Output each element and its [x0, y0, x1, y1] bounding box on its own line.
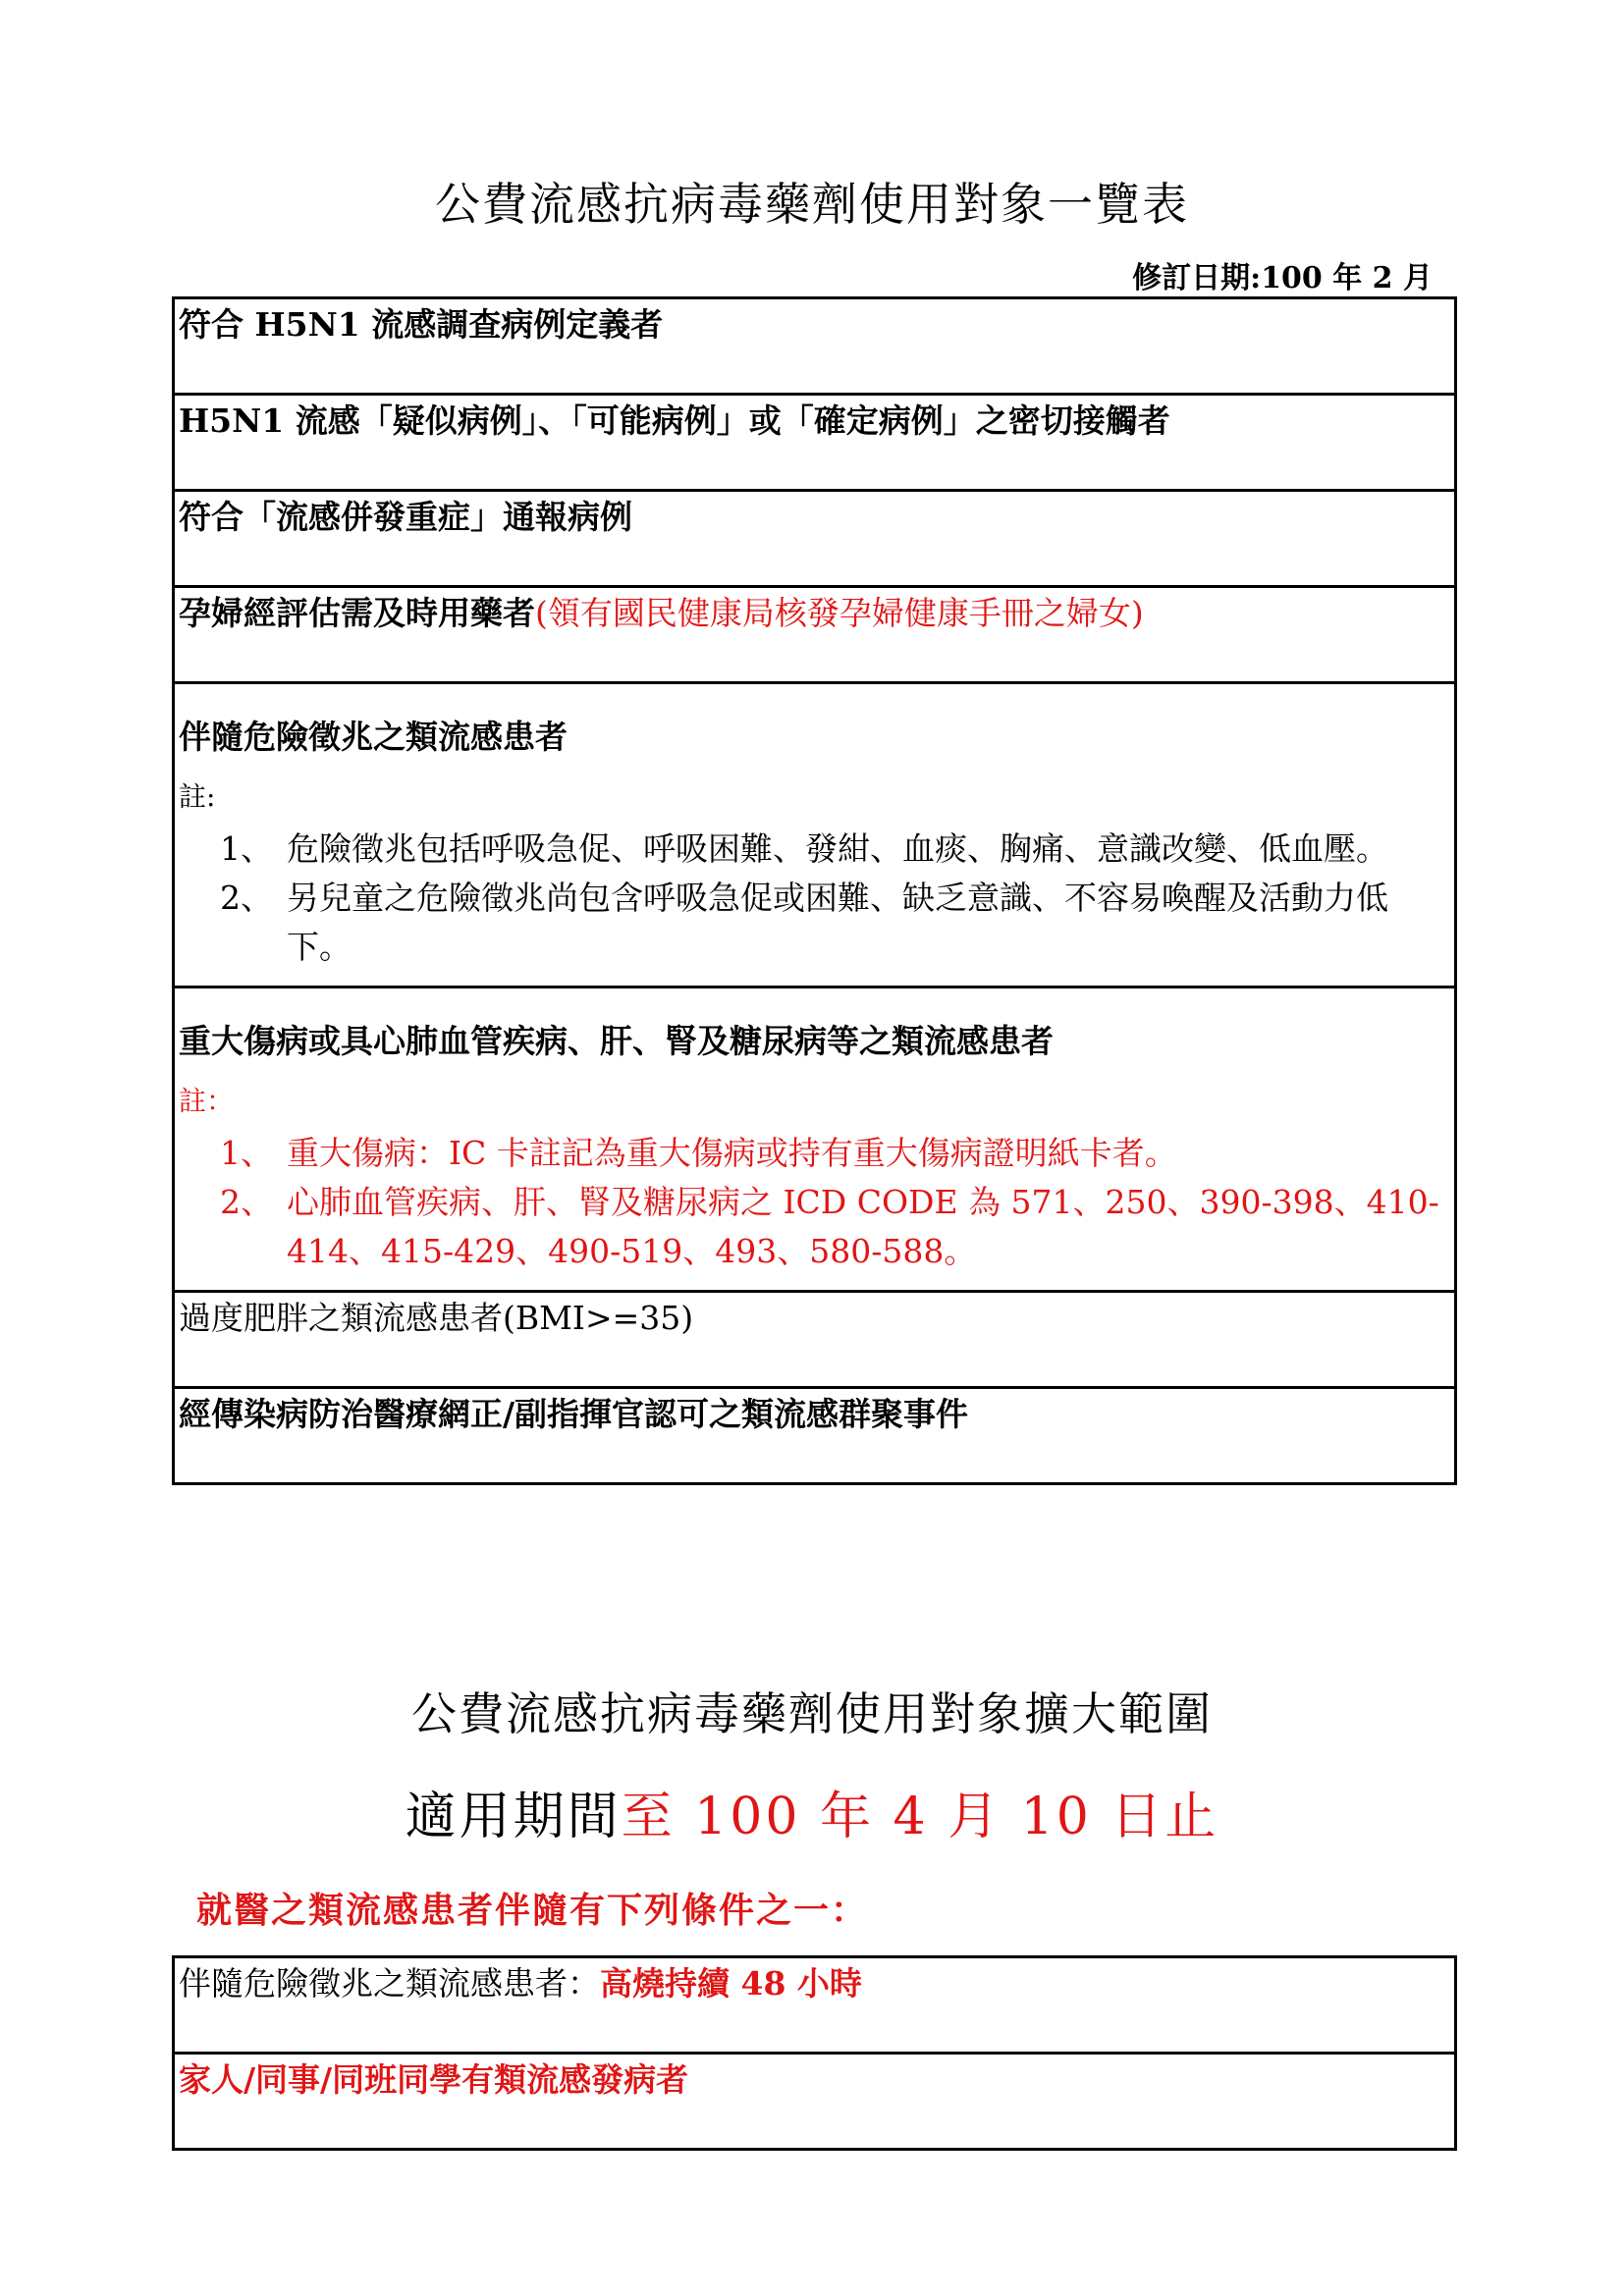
table-row — [174, 1292, 1456, 1388]
table-cell: 家人/同事/同班同學有類流感發病者 — [174, 2054, 1456, 2150]
list-item: 2、 心肺血管疾病、肝、腎及糖尿病之 ICD CODE 為 571、250、390-398、410-414、415-429、490-519、493、580-588。 — [220, 1183, 1439, 1270]
table-row — [174, 1388, 1456, 1484]
revision-date: 修訂日期:100 年 2 月 — [1132, 261, 1433, 295]
table-row — [174, 988, 1456, 1292]
table-cell: 經傳染病防治醫療網正/副指揮官認可之類流感群聚事件 — [174, 1388, 1456, 1484]
table-row — [174, 491, 1456, 587]
table-cell: 孕婦經評估需及時用藥者(領有國民健康局核發孕婦健康手冊之婦女) — [174, 587, 1456, 683]
section-title: 公費流感抗病毒藥劑使用對象擴大範圍 — [411, 1687, 1213, 1740]
table-row — [174, 2054, 1456, 2150]
list-item: 2、 另兒童之危險徵兆尚包含呼吸急促或困難、缺乏意識、不容易喚醒及活動力低下。 — [220, 879, 1388, 966]
table-row — [174, 1957, 1456, 2054]
note-list — [179, 1129, 1450, 1276]
table-row — [174, 298, 1456, 395]
note-label: 註： — [179, 1085, 235, 1117]
eligibility-table — [172, 296, 1457, 1485]
note-list — [179, 825, 1450, 972]
table-cell: 伴隨危險徵兆之類流感患者 註: 1、 危險徵兆包括呼吸急促、呼吸困難、發紺、血痰、胸痛、意識改變、低血壓。 2、 另兒童之危險徵兆尚包含呼吸急促或困難、缺乏意識、不容易喚醒及活動力低下。 — [174, 683, 1456, 988]
note-label: 註: — [179, 780, 216, 813]
page-title: 公費流感抗病毒藥劑使用對象一覽表 — [435, 178, 1189, 231]
table-cell: 重大傷病或具心肺血管疾病、肝、腎及糖尿病等之類流感患者 註： 1、 重大傷病：IC 卡註記為重大傷病或持有重大傷病證明紙卡者。 2、 心肺血管疾病、肝、腎及糖尿病之 ICD CODE 為 571、250、390-398、410-414、415-429、490-519、493、580-588。 — [174, 988, 1456, 1292]
table-cell: 伴隨危險徵兆之類流感患者：高燒持續 48 小時 — [174, 1957, 1456, 2054]
table-cell: 符合 H5N1 流感調查病例定義者 — [174, 298, 1456, 395]
table-row — [174, 587, 1456, 683]
table-cell: 符合「流感併發重症」通報病例 — [174, 491, 1456, 587]
table-cell: 過度肥胖之類流感患者(BMI>=35) — [174, 1292, 1456, 1388]
table-row — [174, 683, 1456, 988]
extended-table — [172, 1955, 1457, 2151]
list-item: 1、 危險徵兆包括呼吸急促、呼吸困難、發紺、血痰、胸痛、意識改變、低血壓。 — [220, 829, 1388, 868]
condition-subtitle: 就醫之類流感患者伴隨有下列條件之一： — [196, 1890, 869, 1931]
table-row — [174, 395, 1456, 491]
list-item: 1、 重大傷病：IC 卡註記為重大傷病或持有重大傷病證明紙卡者。 — [220, 1134, 1177, 1172]
note-red: (領有國民健康局核發孕婦健康手冊之婦女) — [535, 594, 1144, 632]
table-cell: H5N1 流感「疑似病例」、「可能病例」或「確定病例」之密切接觸者 — [174, 395, 1456, 491]
period-heading: 適用期間至 100 年 4 月 10 日止 — [405, 1788, 1219, 1846]
